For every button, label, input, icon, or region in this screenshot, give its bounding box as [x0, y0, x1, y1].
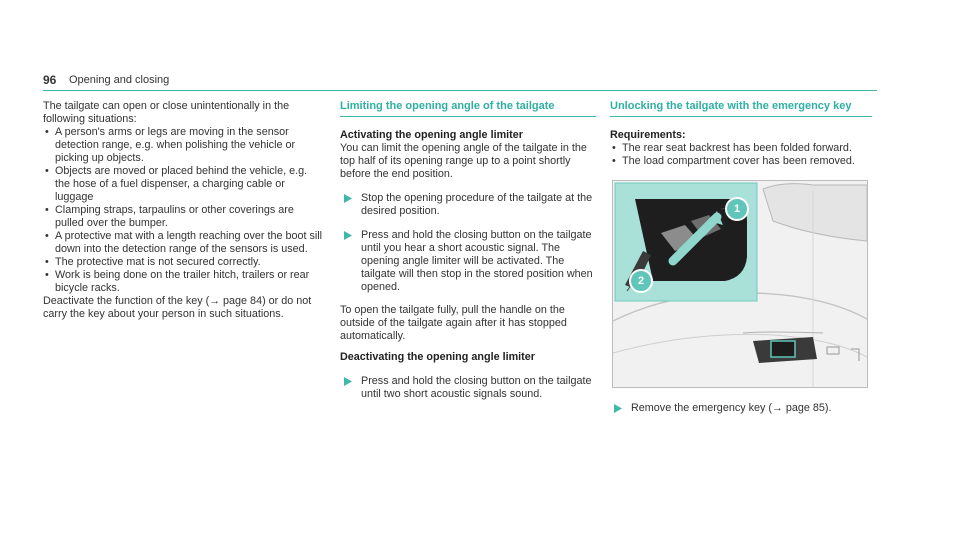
column-middle [340, 100, 596, 411]
instruction-step [340, 229, 596, 294]
emergency-key-illustration [612, 180, 868, 388]
list-item: • Objects are moved or placed behind the vehicle, e.g. the hose of a fuel dispenser, a charging cable or luggage [43, 165, 325, 204]
list-item: • A protective mat with a length reaching over the boot sill down into the detection range of the sensors is used. [43, 230, 325, 256]
instruction-step [610, 402, 872, 415]
step-arrow-icon [610, 402, 631, 415]
deactivate-key-text: Deactivate the function of the key (→ page 84) or do not carry the key about your person in such situations. [43, 295, 312, 320]
step-arrow-icon [340, 375, 361, 401]
step-arrow-icon [340, 192, 361, 218]
subheading-activating: Activating the opening angle limiter [340, 129, 523, 141]
list-item: • The protective mat is not secured correctly. [43, 256, 325, 269]
list-item: • A person's arms or legs are moving in the sensor detection range, e.g. when polishing the vehicle or picking up objects. [43, 126, 325, 165]
column-right [610, 100, 872, 425]
callout-2: 2 [629, 269, 653, 293]
step-text: Remove the emergency key (→ page 85). [631, 402, 832, 414]
list-item: • Work is being done on the trailer hitch, trailers or rear bicycle racks. [43, 269, 325, 295]
instruction-step [340, 375, 596, 401]
open-fully-text: To open the tailgate fully, pull the handle on the outside of the tailgate again after it has stopped automatically. [340, 304, 567, 342]
page-section-title: Opening and closing [69, 74, 170, 86]
activating-text: You can limit the opening angle of the tailgate in the top half of its opening range up to a point shortly before the end position. [340, 142, 587, 180]
instruction-step [340, 192, 596, 218]
step-text: Stop the opening procedure of the tailgate at the desired position. [361, 192, 593, 217]
section-heading-emergency-key: Unlocking the tailgate with the emergency key [610, 100, 872, 117]
page-header [43, 72, 877, 91]
step-text: Press and hold the closing button on the tailgate until two short acoustic signals sound. [361, 375, 592, 400]
column-left [43, 100, 325, 321]
step-arrow-icon [340, 229, 361, 294]
list-item: • The rear seat backrest has been folded forward. [610, 142, 872, 155]
callout-1: 1 [725, 197, 749, 221]
situation-list [43, 126, 325, 295]
step-text: Press and hold the closing button on the tailgate until you hear a short acoustic signal. The opening angle limiter will be activated. The tailgate will then stop in the stored position when opened. [361, 229, 593, 293]
page-number: 96 [43, 73, 57, 87]
requirements-label: Requirements: [610, 129, 686, 141]
requirements-list [610, 142, 872, 168]
list-item: • The load compartment cover has been removed. [610, 155, 872, 168]
list-item: • Clamping straps, tarpaulins or other coverings are pulled over the bumper. [43, 204, 325, 230]
intro-text: The tailgate can open or close unintentionally in the following situations: [43, 100, 290, 125]
subheading-deactivating: Deactivating the opening angle limiter [340, 351, 535, 363]
section-heading-limiting-angle: Limiting the opening angle of the tailgate [340, 100, 596, 117]
